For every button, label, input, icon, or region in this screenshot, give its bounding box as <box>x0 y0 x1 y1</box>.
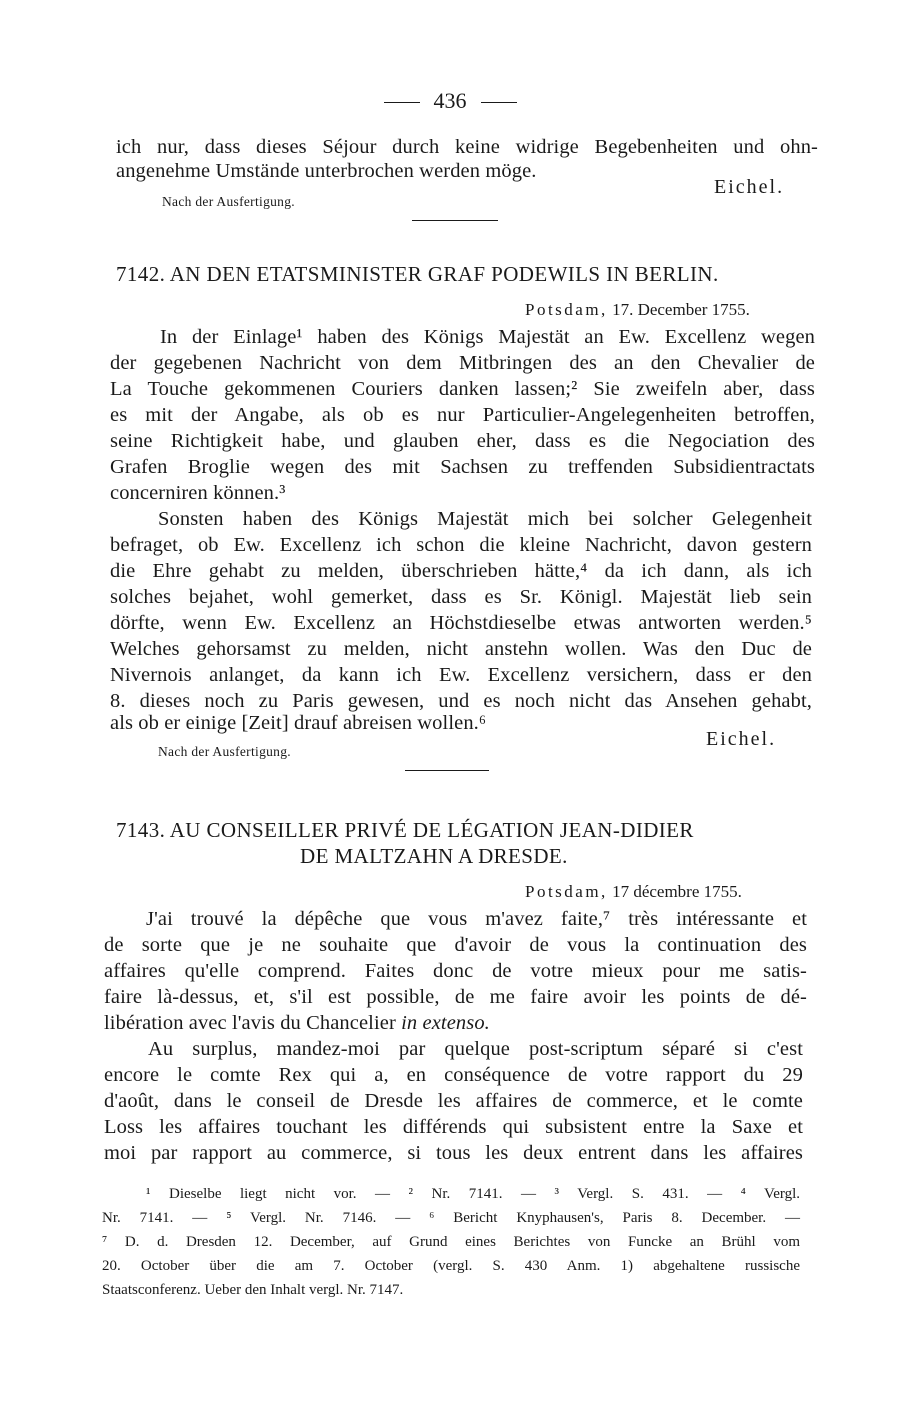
letter-7143-heading-line2: DE MALTZAHN A DRESDE. <box>300 844 568 868</box>
letter-7142-date: 17. December 1755. <box>612 300 750 319</box>
footnote-line: Nr. 7141. — ⁵ Vergl. Nr. 7146. — ⁶ Bericht Knyphausen's, Paris 8. December. — <box>102 1210 800 1226</box>
letter-7143-line-text: libération avec l'avis du Chancelier <box>104 1012 402 1034</box>
footnote-line: ¹ Dieselbe liegt nicht vor. — ² Nr. 7141. — ³ Vergl. S. 431. — ⁴ Vergl. <box>146 1186 800 1202</box>
prev-letter-source-note: Nach der Ausfertigung. <box>162 194 295 209</box>
prev-letter-signature: Eichel. <box>714 176 785 198</box>
letter-7142-line: als ob er einige [Zeit] drauf abreisen wollen.⁶ <box>110 712 487 734</box>
letter-7142-heading: 7142. AN DEN ETATSMINISTER GRAF PODEWILS IN BERLIN. <box>116 262 719 286</box>
prev-letter-line: ich nur, dass dieses Séjour durch keine widrige Begebenheiten und ohn- <box>116 136 818 158</box>
letter-7143-line: Au surplus, mandez-moi par quelque post-scriptum séparé si c'est <box>148 1038 803 1060</box>
letter-7142-signature: Eichel. <box>706 728 777 750</box>
letter-7143-line: encore le comte Rex qui a, en conséquence de votre rapport du 29 <box>104 1064 803 1086</box>
letter-7142-line: seine Richtigkeit habe, und glauben eher, dass es die Negociation des <box>110 430 815 452</box>
page-number-dash-right <box>481 102 517 103</box>
letter-7142-line: solches bejahet, wohl gemerket, dass es Sr. Königl. Majestät lieb sein <box>110 586 812 608</box>
letter-7143-date: 17 décembre 1755. <box>612 882 742 901</box>
letter-7142-line: die Ehre gehabt zu melden, überschrieben hätte,⁴ da ich dann, als ich <box>110 560 812 582</box>
letter-7142-line: es mit der Angabe, als ob es nur Particulier-Angelegenheiten betroffen, <box>110 404 815 426</box>
letter-7143-line: d'août, dans le conseil de Dresde les affaires de commerce, et le comte <box>104 1090 803 1112</box>
page-number <box>0 88 900 114</box>
letter-7143-line: affaires qu'elle comprend. Faites donc de votre mieux pour me satis- <box>104 960 807 982</box>
letter-7142-line: In der Einlage¹ haben des Königs Majestät an Ew. Excellenz wegen <box>160 326 815 348</box>
letter-7142-line: concerniren können.³ <box>110 482 286 504</box>
letter-7142-line: 8. dieses noch zu Paris gewesen, und es noch nicht das Ansehen gehabt, <box>110 690 812 712</box>
letter-7143-dateline <box>525 882 742 902</box>
letter-7142-line: Nivernois anlanget, da kann ich Ew. Excellenz versichern, dass er den <box>110 664 812 686</box>
letter-7143-line: moi par rapport au commerce, si tous les deux entrent dans les affaires <box>104 1142 803 1164</box>
footnote-line: ⁷ D. d. Dresden 12. December, auf Grund eines Berichtes von Funcke an Brühl vom <box>102 1234 800 1250</box>
letter-7143-line: J'ai trouvé la dépêche que vous m'avez faite,⁷ très intéressante et <box>146 908 807 930</box>
footnote-line: 20. October über die am 7. October (vergl. S. 430 Anm. 1) abgehaltene russische <box>102 1258 800 1274</box>
letter-7143-heading-line1: 7143. AU CONSEILLER PRIVÉ DE LÉGATION JEAN-DIDIER <box>116 818 694 842</box>
letter-7142-line: der gegebenen Nachricht von dem Mitbringen des an den Chevalier de <box>110 352 815 374</box>
section-divider <box>412 220 498 221</box>
letter-7142-line: Welches gehorsamst zu melden, nicht anstehn wollen. Was den Duc de <box>110 638 812 660</box>
letter-7142-source-note: Nach der Ausfertigung. <box>158 744 291 759</box>
prev-letter-line: angenehme Umstände unterbrochen werden möge. <box>116 160 537 182</box>
section-divider <box>405 770 489 771</box>
letter-7143-line: Loss les affaires touchant les différends qui subsistent entre la Saxe et <box>104 1116 803 1138</box>
letter-7143-place: Potsdam, <box>525 882 608 901</box>
letter-7143-line: de sorte que je ne souhaite que d'avoir de vous la continuation des <box>104 934 807 956</box>
letter-7142-line: befraget, ob Ew. Excellenz ich schon die kleine Nachricht, davon gestern <box>110 534 812 556</box>
footnote-line: Staatsconferenz. Ueber den Inhalt vergl. Nr. 7147. <box>102 1282 404 1298</box>
letter-7142-line: La Touche gekommenen Couriers danken lassen;² Sie zweifeln aber, dass <box>110 378 815 400</box>
letter-7142-line: Grafen Broglie wegen des mit Sachsen zu treffenden Subsidientractats <box>110 456 815 478</box>
letter-7142-dateline <box>525 300 750 320</box>
letter-7142-line: dörfte, wenn Ew. Excellenz an Höchstdieselbe etwas antworten werden.⁵ <box>110 612 812 634</box>
letter-7143-line <box>104 1012 490 1035</box>
letter-7142-place: Potsdam, <box>525 300 608 319</box>
letter-7143-italic-phrase: in extenso. <box>401 1012 490 1034</box>
letter-7143-line: faire là-dessus, et, s'il est possible, de me faire avoir les points de dé- <box>104 986 807 1008</box>
letter-7142-line: Sonsten haben des Königs Majestät mich bei solcher Gelegenheit <box>158 508 812 530</box>
page-number-text: 436 <box>433 88 467 113</box>
page-number-dash-left <box>384 102 420 103</box>
